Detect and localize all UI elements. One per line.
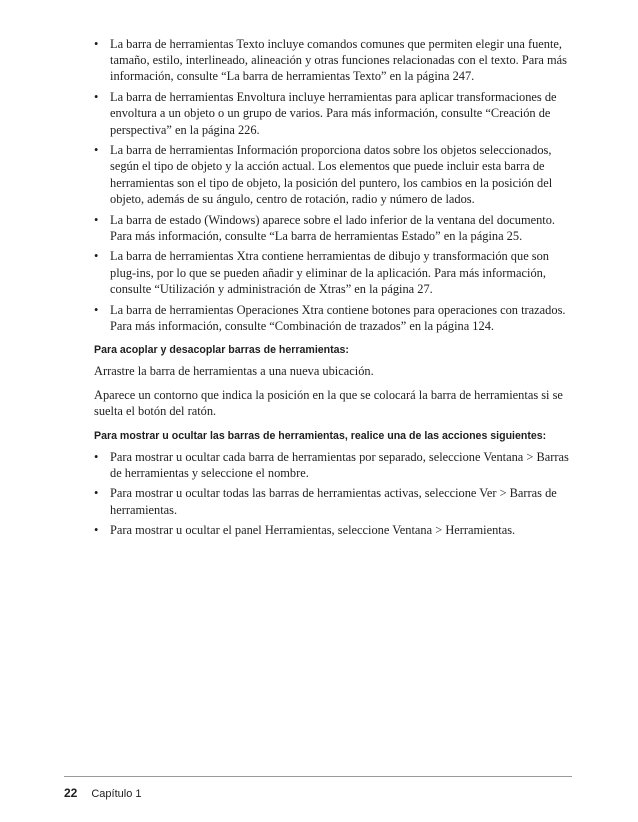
footer-divider (64, 776, 572, 777)
paragraph: Arrastre la barra de herramientas a una nueva ubicación. (94, 363, 374, 378)
page-number: 22 (64, 786, 78, 800)
section-heading-show-hide: Para mostrar u ocultar las barras de herramientas, realice una de las acciones siguientes: (94, 429, 547, 442)
section-heading-dock: Para acoplar y desacoplar barras de herramientas: (94, 343, 349, 356)
list-item: • La barra de herramientas Xtra contiene herramientas de dibujo y transformación que son plug-ins, por lo que se pueden añadir y eliminar de la aplicación. Para más información, consulte “Utilización y administración de Xtras” en la página 27. (94, 249, 550, 296)
list-item: • Para mostrar u ocultar cada barra de herramientas por separado, seleccione Ventana > Barras de herramientas y seleccione el nombre. (94, 449, 569, 480)
list-item: • Para mostrar u ocultar el panel Herramientas, seleccione Ventana > Herramientas. (94, 523, 516, 538)
list-item: • Para mostrar u ocultar todas las barras de herramientas activas, seleccione Ver > Barras de herramientas. (94, 486, 557, 517)
list-item: • La barra de herramientas Operaciones Xtra contiene botones para operaciones con trazados. Para más información, consulte “Combinación de trazados” en la página 124. (94, 302, 566, 333)
show-hide-list (84, 449, 574, 539)
list-item: • La barra de herramientas Información proporciona datos sobre los objetos seleccionados, según el tipo de objeto y la acción actual. Los elementos que puede incluir esta barra de herramientas son el tipo de objeto, la posición del puntero, los cambios en la posición del objeto, además de su ángulo, centro de rotación, radio y número de lados. (94, 143, 553, 206)
chapter-label: Capítulo 1 (91, 788, 142, 800)
page-footer (64, 786, 142, 800)
list-item: • La barra de herramientas Texto incluye comandos comunes que permiten elegir una fuente, tamaño, estilo, interlineado, alineación y otras funciones relacionadas con el texto. Para más información, consulte “La barra de herramientas Texto” en la página 247. (94, 37, 567, 84)
toolbar-list (84, 36, 574, 334)
list-item: • La barra de estado (Windows) aparece sobre el lado inferior de la ventana del documento. Para más información, consulte “La barra de herramientas Estado” en la página 25. (94, 212, 556, 243)
page-content (84, 36, 574, 543)
paragraph: Aparece un contorno que indica la posición en la que se colocará la barra de herramientas si se suelta el botón del ratón. (94, 388, 563, 419)
list-item: • La barra de herramientas Envoltura incluye herramientas para aplicar transformaciones de envoltura a un objeto o un grupo de varios. Para más información, consulte “Creación de perspectiva” en la página 226. (94, 90, 557, 137)
